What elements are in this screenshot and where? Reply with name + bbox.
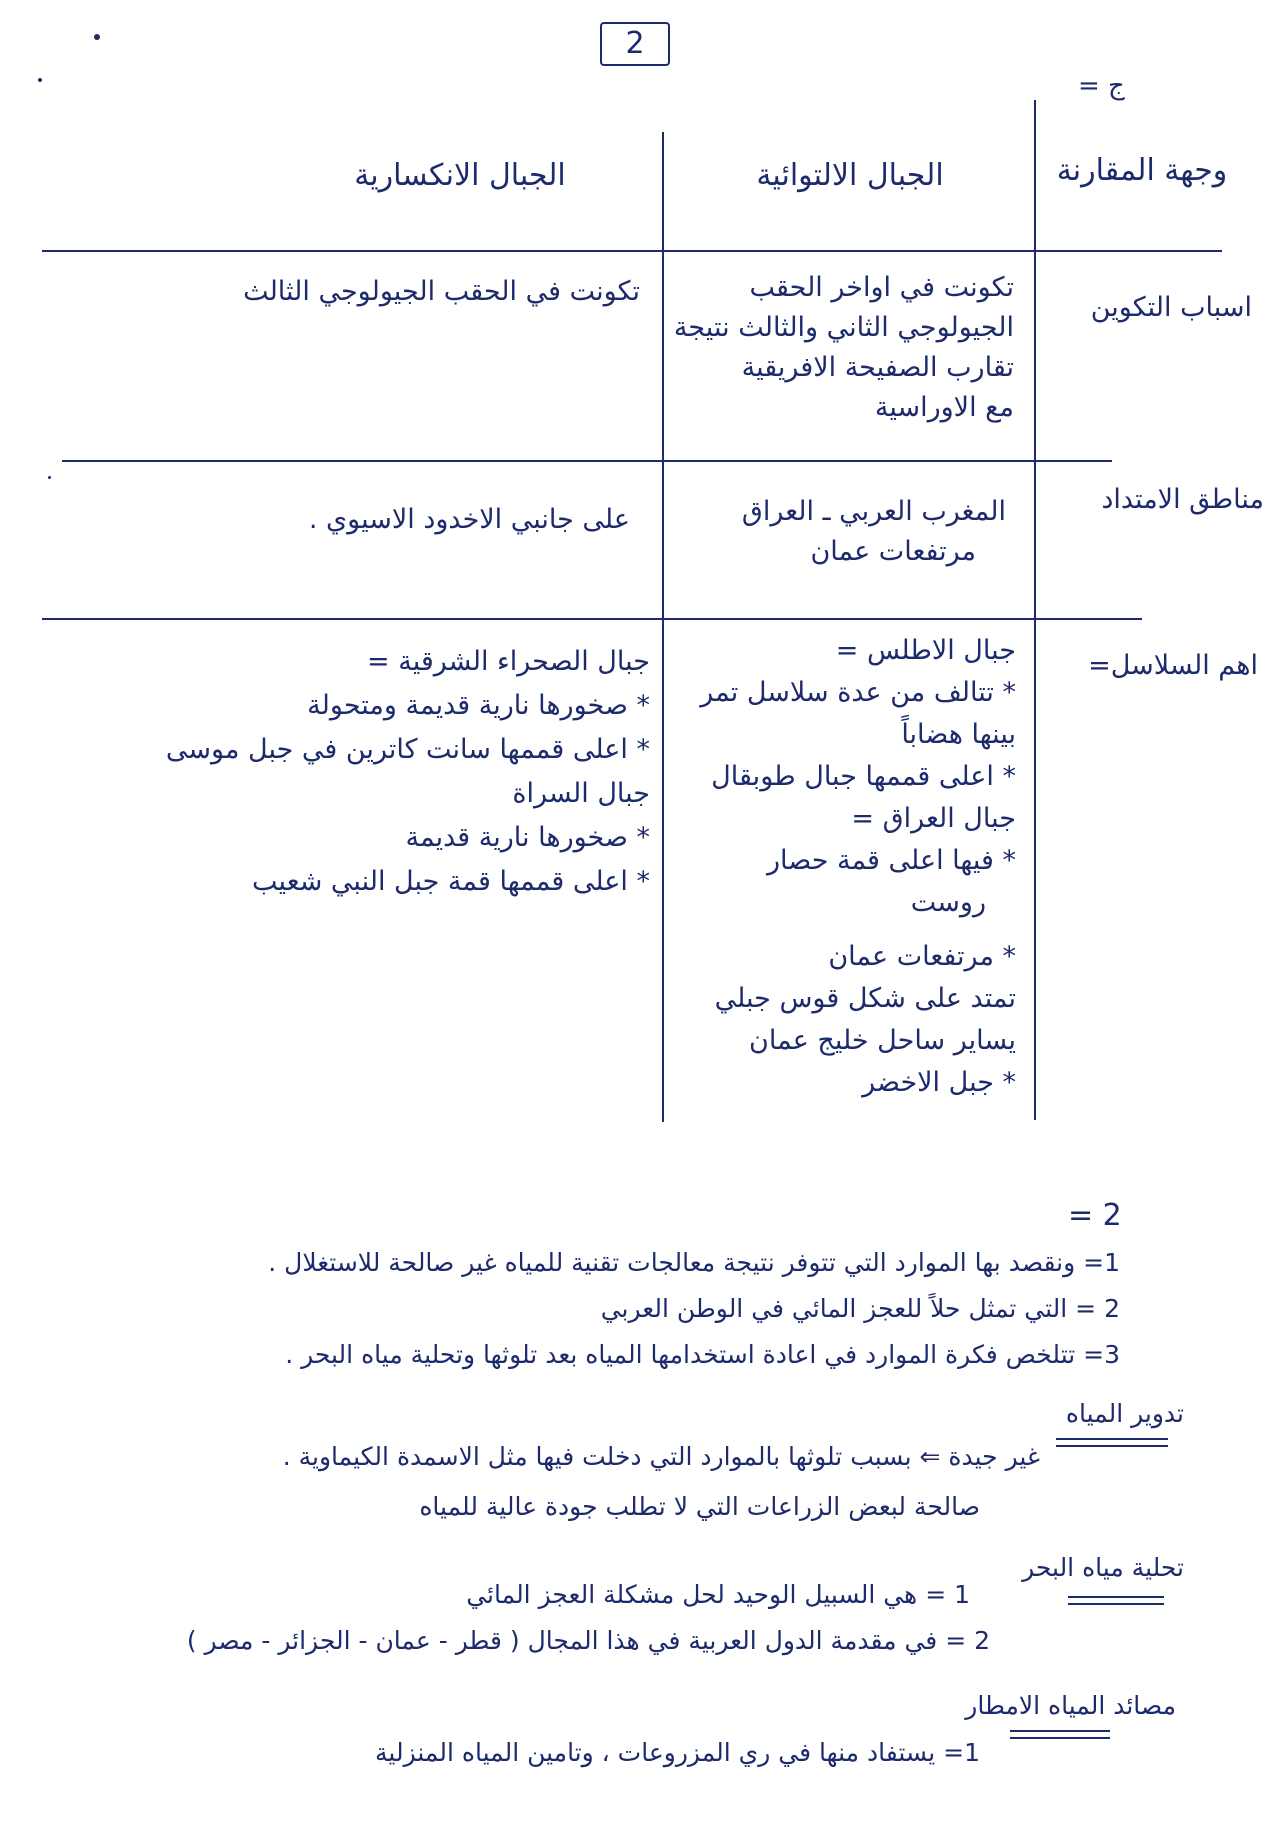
cell-line: * صخورها نارية قديمة: [405, 822, 650, 853]
table-divider-middle: [662, 132, 664, 1122]
header-aspect: وجهة المقارنة: [1056, 153, 1228, 188]
cell-line: * فيها اعلى قمة حصار: [767, 845, 1016, 876]
row-label-chains: اهم السلاسل=: [1088, 650, 1258, 681]
extension-folded: [666, 492, 1006, 572]
row-label-formation: اسباب التكوين: [1090, 292, 1252, 323]
cell-line: روست: [910, 887, 986, 918]
cell-line: مرتفعات عمان: [810, 536, 976, 567]
cell-line: مع الاوراسية: [874, 392, 1014, 423]
table-row-rule-1: [62, 460, 1112, 462]
table-divider-aspect: [1034, 100, 1036, 1120]
answer-marker-top: ج =: [1078, 71, 1125, 101]
title-underline: [1068, 1596, 1164, 1605]
section-line: 1= يستفاد منها في ري المزروعات ، وتامين المياه المنزلية: [375, 1738, 980, 1767]
cell-line: * جبل الاخضر: [862, 1067, 1016, 1098]
chains-fault: [150, 640, 650, 904]
section-title-recycling: تدوير المياه: [1065, 1399, 1184, 1428]
title-underline: [1010, 1730, 1110, 1739]
cell-line: تقارب الصفيحة الافريقية: [741, 352, 1014, 383]
q2-items: [70, 1240, 1120, 1378]
cell-line: * صخورها نارية قديمة ومتحولة: [307, 690, 650, 721]
cell-line: تمتد على شكل قوس جبلي: [714, 983, 1016, 1014]
cell-line: بينها هضاباً: [901, 719, 1016, 750]
answer-marker-2: = 2: [1068, 1198, 1122, 1233]
table-row-rule-2: [42, 618, 1142, 620]
chains-folded: [666, 630, 1016, 1104]
header-fault-mountains: الجبال الانكسارية: [354, 158, 566, 193]
formation-fault: تكونت في الحقب الجيولوجي الثالث: [243, 276, 640, 307]
section-lines-desalination: [150, 1572, 990, 1664]
section-line: 1 = هي السبيل الوحيد لحل مشكلة العجز المائي: [466, 1580, 970, 1609]
cell-line: * اعلى قممها سانت كاترين في جبل موسى: [165, 734, 650, 765]
title-underline: [1056, 1438, 1168, 1447]
cell-line: * تتالف من عدة سلاسل تمر: [700, 677, 1016, 708]
section-line: صالحة لبعض الزراعات التي لا تطلب جودة عالية للمياه: [419, 1492, 980, 1521]
cell-line: * اعلى قممها قمة جبل النبي شعيب: [252, 866, 650, 897]
cell-line: الجيولوجي الثاني والثالث نتيجة: [673, 312, 1014, 343]
stray-dot: [48, 476, 51, 479]
cell-line: جبال الاطلس =: [835, 635, 1016, 666]
section-line: غير جيدة ⇐ بسبب تلوثها بالموارد التي دخلت فيها مثل الاسمدة الكيماوية .: [282, 1442, 1040, 1471]
cell-line: جبال السراة: [512, 778, 650, 809]
cell-line: جبال الصحراء الشرقية =: [367, 646, 650, 677]
q2-item: 1= ونقصد بها الموارد التي تتوفر نتيجة معالجات تقنية للمياه غير صالحة للاستغلال .: [268, 1248, 1120, 1277]
section-title-desalination: تحلية مياه البحر: [1022, 1553, 1184, 1582]
section-lines-recycling: [120, 1432, 1040, 1532]
cell-line: المغرب العربي ـ العراق: [741, 496, 1006, 527]
cell-line: * اعلى قممها جبال طوبقال: [711, 761, 1016, 792]
stray-dot: [94, 34, 100, 40]
section-lines-rain: [210, 1730, 980, 1776]
stray-dot: [38, 78, 42, 82]
q2-item: 3= تتلخص فكرة الموارد في اعادة استخدامها المياه بعد تلوثها وتحلية مياه البحر .: [285, 1340, 1120, 1369]
cell-line: تكونت في اواخر الحقب: [749, 272, 1014, 303]
q2-item: 2 = التي تمثل حلاً للعجز المائي في الوطن العربي: [600, 1294, 1120, 1323]
table-header-rule: [42, 250, 1222, 252]
formation-folded: [666, 268, 1014, 428]
section-line: 2 = في مقدمة الدول العربية في هذا المجال ( قطر - عمان - الجزائر - مصر ): [186, 1626, 990, 1655]
extension-fault: على جانبي الاخدود الاسيوي .: [308, 504, 630, 535]
section-title-rain: مصائد المياه الامطار: [965, 1691, 1176, 1720]
cell-line: * مرتفعات عمان: [828, 941, 1016, 972]
page-number: 2: [600, 22, 670, 66]
header-folded-mountains: الجبال الالتوائية: [756, 158, 944, 193]
cell-line: يساير ساحل خليج عمان: [749, 1025, 1016, 1056]
row-label-extension: مناطق الامتداد: [1101, 484, 1264, 515]
cell-line: جبال العراق =: [851, 803, 1016, 834]
